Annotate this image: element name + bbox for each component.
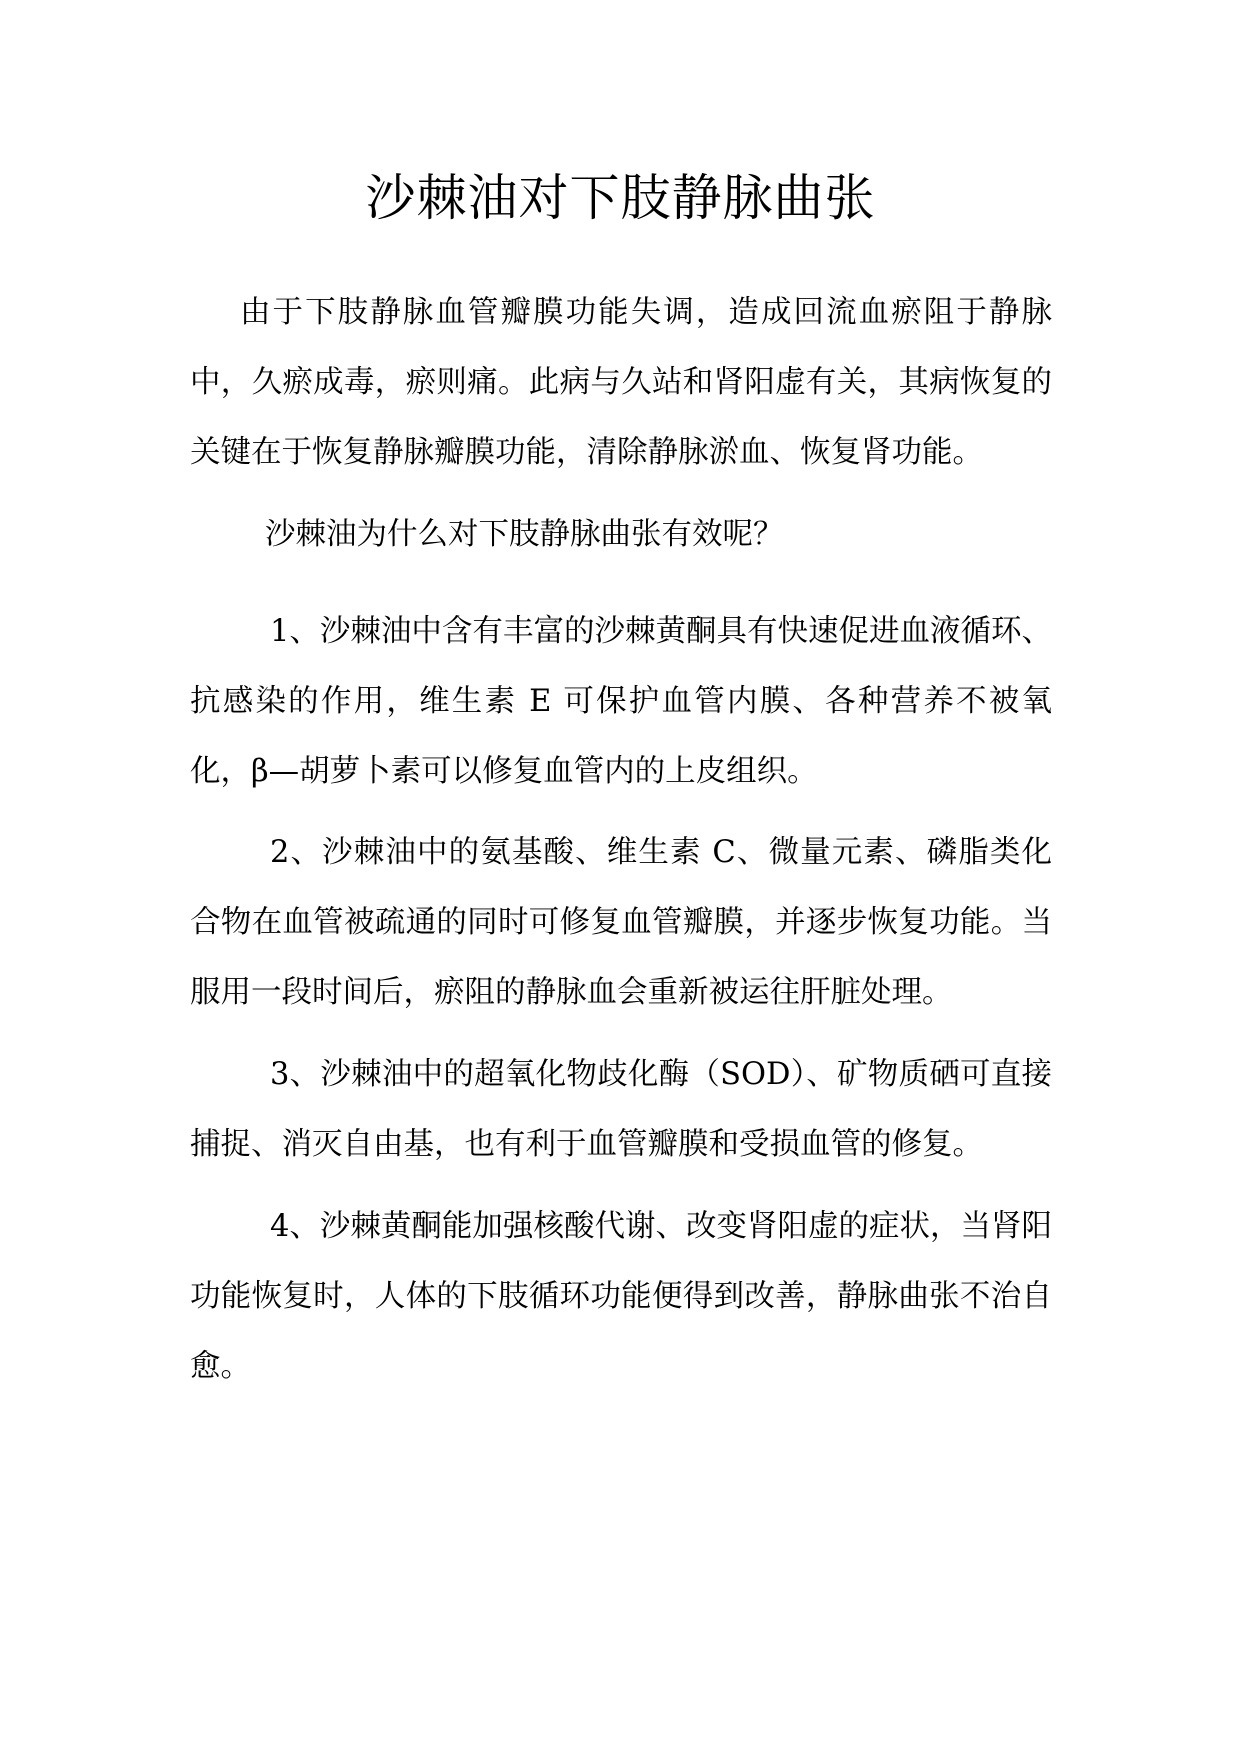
paragraph-point-2: 2、沙棘油中的氨基酸、维生素 C、微量元素、磷脂类化合物在血管被疏通的同时可修复血管瓣膜，并逐步恢复功能。当服用一段时间后，瘀阻的静脉血会重新被运往肝脏处理。 bbox=[190, 835, 1052, 1010]
document-title: 沙棘油对下肢静脉曲张 bbox=[365, 169, 876, 227]
paragraph-point-1: 1、沙棘油中含有丰富的沙棘黄酮具有快速促进血液循环、抗感染的作用，维生素 E 可保护血管内膜、各种营养不被氧化，β—胡萝卜素可以修复血管内的上皮组织。 bbox=[190, 614, 1052, 789]
paragraph-point-3: 3、沙棘油中的超氧化物歧化酶（SOD）、矿物质硒可直接捕捉、消灭自由基，也有利于血管瓣膜和受损血管的修复。 bbox=[190, 1057, 1052, 1162]
paragraph-intro: 由于下肢静脉血管瓣膜功能失调，造成回流血瘀阻于静脉中，久瘀成毒，瘀则痛。此病与久站和肾阳虚有关，其病恢复的关键在于恢复静脉瓣膜功能，清除静脉淤血、恢复肾功能。 bbox=[190, 295, 1052, 470]
paragraph-point-4: 4、沙棘黄酮能加强核酸代谢、改变肾阳虚的症状，当肾阳功能恢复时，人体的下肢循环功能便得到改善，静脉曲张不治自愈。 bbox=[190, 1209, 1052, 1384]
paragraph-question: 沙棘油为什么对下肢静脉曲张有效呢？ bbox=[265, 517, 784, 552]
